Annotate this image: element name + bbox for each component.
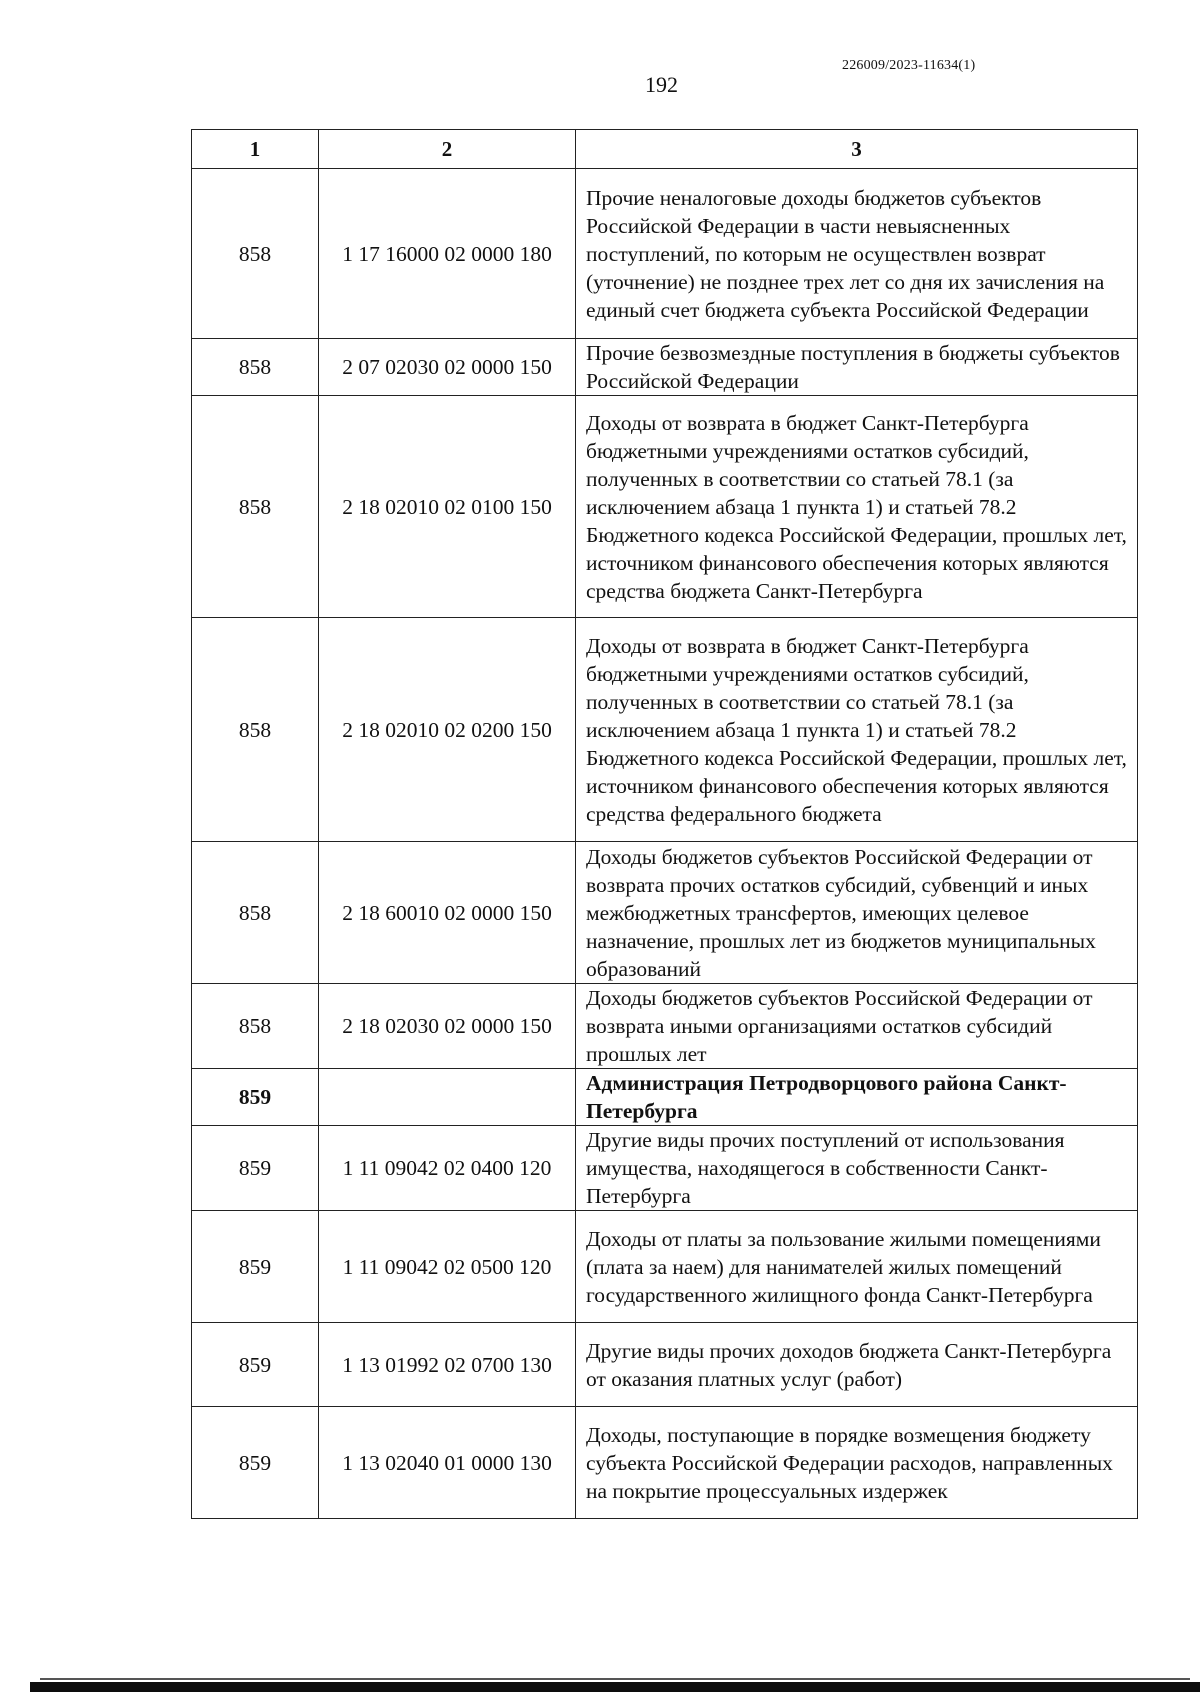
column-header-2: 2 — [319, 130, 576, 169]
budget-code-cell: 1 11 09042 02 0400 120 — [319, 1126, 576, 1211]
scan-edge-line — [40, 1678, 1190, 1680]
table-row — [192, 984, 1138, 1069]
admin-code-cell: 859 — [192, 1126, 319, 1211]
budget-codes-table — [191, 129, 1138, 1519]
description-cell: Другие виды прочих поступлений от использования имущества, находящегося в собственности Санкт-Петербурга — [576, 1126, 1138, 1211]
budget-code-cell: 1 11 09042 02 0500 120 — [319, 1211, 576, 1323]
budget-code-cell: 2 18 02010 02 0200 150 — [319, 618, 576, 842]
table-row — [192, 1407, 1138, 1519]
description-cell: Другие виды прочих доходов бюджета Санкт-Петербурга от оказания платных услуг (работ) — [576, 1323, 1138, 1407]
table-row — [192, 339, 1138, 396]
table-header-row — [192, 130, 1138, 169]
admin-code-cell: 858 — [192, 169, 319, 339]
admin-code-cell: 859 — [192, 1407, 319, 1519]
description-cell: Прочие безвозмездные поступления в бюджеты субъектов Российской Федерации — [576, 339, 1138, 396]
budget-code-cell: 2 18 60010 02 0000 150 — [319, 842, 576, 984]
table-row — [192, 169, 1138, 339]
table-row — [192, 1211, 1138, 1323]
scan-edge-bar — [30, 1682, 1200, 1692]
description-cell: Доходы бюджетов субъектов Российской Федерации от возврата прочих остатков субсидий, субвенций и иных межбюджетных трансфертов, имеющих целевое назначение, прошлых лет из бюджетов муниципальных образований — [576, 842, 1138, 984]
description-cell: Доходы от платы за пользование жилыми помещениями (плата за наем) для нанимателей жилых помещений государственного жилищного фонда Санкт-Петербурга — [576, 1211, 1138, 1323]
section-header-row — [192, 1069, 1138, 1126]
description-cell: Доходы от возврата в бюджет Санкт-Петербурга бюджетными учреждениями остатков субсидий, полученных в соответствии со статьей 78.1 (за исключением абзаца 1 пункта 1) и статьей 78.2 Бюджетного кодекса Российской Федерации, прошлых лет, источником финансового обеспечения которых являются средства бюджета Санкт-Петербурга — [576, 396, 1138, 618]
column-header-3: 3 — [576, 130, 1138, 169]
description-cell: Доходы от возврата в бюджет Санкт-Петербурга бюджетными учреждениями остатков субсидий, полученных в соответствии со статьей 78.1 (за исключением абзаца 1 пункта 1) и статьей 78.2 Бюджетного кодекса Российской Федерации, прошлых лет, источником финансового обеспечения которых являются средства федерального бюджета — [576, 618, 1138, 842]
admin-code-cell: 858 — [192, 842, 319, 984]
budget-code-cell: 1 13 02040 01 0000 130 — [319, 1407, 576, 1519]
admin-code-cell: 858 — [192, 984, 319, 1069]
table-row — [192, 618, 1138, 842]
table-row — [192, 842, 1138, 984]
budget-code-cell: 1 17 16000 02 0000 180 — [319, 169, 576, 339]
admin-code-cell: 859 — [192, 1211, 319, 1323]
table-row — [192, 396, 1138, 618]
admin-code-cell: 858 — [192, 618, 319, 842]
description-cell: Доходы бюджетов субъектов Российской Федерации от возврата иными организациями остатков субсидий прошлых лет — [576, 984, 1138, 1069]
section-title-cell: Администрация Петродворцового района Санкт-Петербурга — [576, 1069, 1138, 1126]
budget-code-cell: 2 18 02010 02 0100 150 — [319, 396, 576, 618]
budget-code-cell: 1 13 01992 02 0700 130 — [319, 1323, 576, 1407]
budget-code-cell — [319, 1069, 576, 1126]
description-cell: Доходы, поступающие в порядке возмещения бюджету субъекта Российской Федерации расходов, направленных на покрытие процессуальных издержек — [576, 1407, 1138, 1519]
budget-code-cell: 2 07 02030 02 0000 150 — [319, 339, 576, 396]
admin-code-cell: 858 — [192, 339, 319, 396]
table-row — [192, 1126, 1138, 1211]
admin-code-cell: 859 — [192, 1323, 319, 1407]
table-row — [192, 1323, 1138, 1407]
page-number: 192 — [645, 72, 678, 97]
description-cell: Прочие неналоговые доходы бюджетов субъектов Российской Федерации в части невыясненных поступлений, по которым не осуществлен возврат (уточнение) не позднее трех лет со дня их зачисления на единый счет бюджета субъекта Российской Федерации — [576, 169, 1138, 339]
budget-code-cell: 2 18 02030 02 0000 150 — [319, 984, 576, 1069]
column-header-1: 1 — [192, 130, 319, 169]
document-id: 226009/2023-11634(1) — [842, 58, 976, 73]
admin-code-cell: 858 — [192, 396, 319, 618]
admin-code-cell: 859 — [192, 1069, 319, 1126]
